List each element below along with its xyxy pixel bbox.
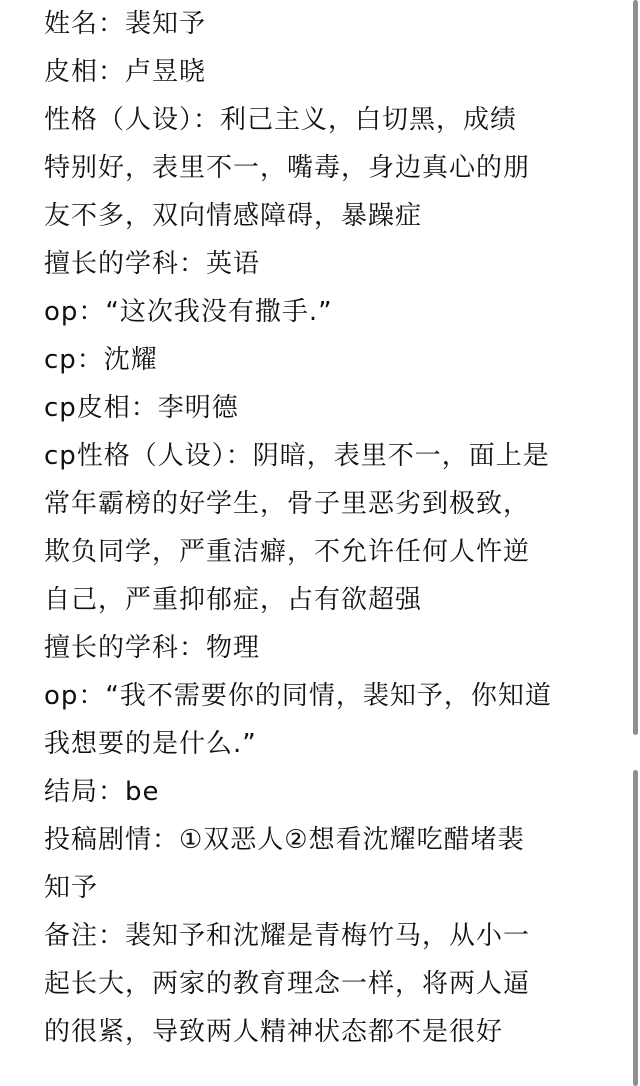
scrollbar-thumb-lower[interactable] xyxy=(633,770,638,1086)
line-cp-personality-2: 常年霸榜的好学生，骨子里恶劣到极致， xyxy=(44,489,531,519)
line-cp-subject: 擅长的学科：物理 xyxy=(44,633,261,663)
line-notes-2: 起长大，两家的教育理念一样，将两人逼 xyxy=(44,969,531,999)
scrollbar[interactable] xyxy=(632,0,640,1086)
scrollbar-thumb-upper[interactable] xyxy=(633,0,638,735)
line-op: op：“这次我没有撒手.” xyxy=(44,297,333,327)
line-cp-personality-1: cp性格（人设）：阴暗，表里不一，面上是 xyxy=(44,441,550,471)
line-cp-personality-3: 欺负同学，严重洁癖，不允许任何人忤逆 xyxy=(44,537,531,567)
line-cp-personality-4: 自己，严重抑郁症，占有欲超强 xyxy=(44,585,423,615)
line-cp: cp：沈耀 xyxy=(44,345,158,375)
line-notes-1: 备注：裴知予和沈耀是青梅竹马，从小一 xyxy=(44,921,531,951)
line-personality-1: 性格（人设）：利己主义，白切黑，成绩 xyxy=(44,105,518,135)
line-ending: 结局：be xyxy=(44,777,160,807)
line-cp-op-1: op：“我不需要你的同情，裴知予，你知道 xyxy=(44,681,552,711)
line-cp-appearance: cp皮相：李明德 xyxy=(44,393,239,423)
line-notes-3: 的很紧，导致两人精神状态都不是很好 xyxy=(44,1017,504,1047)
line-cp-op-2: 我想要的是什么.” xyxy=(44,729,257,759)
line-personality-2: 特别好，表里不一，嘴毒，身边真心的朋 xyxy=(44,153,531,183)
line-subject: 擅长的学科：英语 xyxy=(44,249,261,279)
line-personality-3: 友不多，双向情感障碍，暴躁症 xyxy=(44,201,423,231)
line-appearance: 皮相：卢昱晓 xyxy=(44,57,207,87)
line-plot-2: 知予 xyxy=(44,873,99,903)
line-plot-1: 投稿剧情：①双恶人②想看沈耀吃醋堵裴 xyxy=(44,825,525,855)
line-name: 姓名：裴知予 xyxy=(44,9,207,39)
document-body xyxy=(44,0,614,1056)
